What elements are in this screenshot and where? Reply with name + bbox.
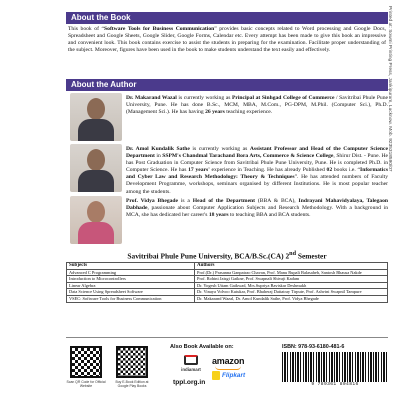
author-photo (70, 93, 122, 141)
table-row (67, 295, 388, 302)
authors-cell: Prof. Rohini Jaisgi Gaikne, Prof. Swapnali Shivaji Kadam (195, 276, 388, 283)
bio-text: is currently working as (176, 95, 232, 101)
author-book-names: Informatics and Cyber Law and Research Methodology: Theory & Techniques (126, 167, 388, 181)
author-name: Dr. Makarand Wazal (126, 95, 177, 101)
subjects-authors-table (66, 262, 388, 303)
about-book-text-before: This book of “ (68, 26, 105, 32)
table-row (67, 269, 388, 276)
table-row (67, 289, 388, 296)
bio-text: ”. He has attended numbers of Faculty Development Programme, workshops, seminars organised by different Institutions. He is most popular teacher among the students. (126, 174, 388, 195)
subjects-header: Subjects (67, 263, 195, 270)
university-line: Savitribai Phule Pune University, BCA/B.Sc.(CA) 2 (127, 251, 290, 261)
ordinal-suffix: nd (289, 251, 297, 257)
indiamart-label: indiamart (181, 367, 201, 372)
bio-text: to teaching BBA and BCA students. (228, 212, 311, 219)
author-name: Prof. Vidya Bhegade (126, 198, 179, 204)
bio-text: books i.e. “ (332, 167, 361, 174)
bio-text: in (154, 153, 163, 160)
author-photo (70, 144, 122, 192)
authors-cell: Dr. Vinaya Volvoo Kutukar, Prof. Bhaheraj Dattatray Tirpute, Prof. Ashvini Swapnil Tampure (195, 289, 388, 296)
author-role: Head of the Department (192, 198, 256, 204)
about-book-text (68, 26, 386, 54)
author-bio (126, 95, 388, 116)
ebook-qr-code[interactable] (116, 346, 148, 378)
ebook-qr-caption: Buy E-Book Edition at Google Play Books (115, 380, 149, 388)
author-college: Indrayani Mahavidyalaya, Talegaon Dabhade (126, 198, 388, 212)
printer-credit: Printed at: Sowmi Printing Press, Jankipuram, Lucknow. Mob. 9235318590/07 (387, 6, 392, 172)
table-row (67, 276, 388, 283)
author-bio (126, 198, 388, 219)
flipkart-icon (212, 371, 220, 380)
bio-text: experience in Teaching. He has already Published (209, 167, 327, 174)
authors-header: Authors (195, 263, 388, 270)
university-semester-title (66, 251, 388, 260)
amazon-logo[interactable]: amazon (212, 356, 245, 366)
also-available-label: Also Book Available on: (170, 344, 234, 350)
author-name: Dr. Amol Kundalik Sathe (126, 146, 190, 152)
about-author-heading: About the Author (66, 79, 388, 91)
subject-cell: Introduction to Microcontrollers (67, 276, 195, 283)
about-book-heading: About the Book (66, 12, 388, 24)
barcode (282, 352, 388, 382)
flipkart-logo[interactable]: Flipkart (222, 372, 246, 379)
barcode-digits: 9 789361 804816 (282, 382, 388, 387)
footer-divider (66, 337, 388, 338)
table-row (67, 282, 388, 289)
table-header-row (67, 263, 388, 270)
author-experience: 26 years (205, 109, 225, 116)
bio-text: , passionate about Computer Application Subjects and Research Methodology. With a background in MCA, she has dedicated her career's (126, 205, 388, 219)
author-role: Assistant Professor and Head of the Computer Science Department (126, 146, 388, 160)
subject-cell: VSEC: Software Tools for Business Communication (67, 295, 195, 302)
bio-text: is a (178, 198, 193, 204)
bio-text: (BBA & BCA), (255, 198, 299, 204)
author-experience: 18 years (208, 212, 229, 219)
about-book-text-after: ” provides basic concepts related to Word processing and Google Docs, Spreadsheet and Google Sheets, Google Slider, Google Forms, Calendar etc. Every attempt has been made to give this book an impressive and convenient look. This book contains exercise to assist the students in preparing for the examination. Facilitate proper understanding of the subject. Moreover, figures have been used in the book to make students understand the text easily and effectively. (68, 26, 386, 54)
subject-cell: Linear Algebra (67, 282, 195, 289)
author-bio (126, 146, 388, 196)
bio-text: , Shirur Dist. - Pune. He has Post Graduation in Computer Science from Savitribai Phule Pune University, Pune. He is completed Ph.D. in Computer Science. He has (126, 153, 388, 174)
authors-cell: Dr. Yogesh Uttam Gaikwad, Mrs.Supriya Baviskar Deshmukh (195, 282, 388, 289)
website-qr-code[interactable] (70, 346, 102, 378)
publisher-website[interactable]: tppl.org.in (173, 379, 206, 386)
authors-cell: Prof.(Dr.) Prasanna Ganpatrao Chavan, Prof. Manu Rupali Balasaheb, Santosh Bhausa Nakde (195, 269, 388, 276)
author-experience: 17 years' (188, 167, 210, 174)
bio-text: teaching experience. (224, 109, 273, 116)
website-qr-caption: Scan QR Code for Official Website (66, 380, 106, 388)
subject-cell: Data Science Using Spreadsheet Software (67, 289, 195, 296)
author-college: SSPM's Chandmal Tarachand Bora Arts, Commerce & Science College (162, 153, 334, 160)
indiamart-icon (184, 355, 198, 365)
semester-label: Semester (296, 251, 327, 261)
authors-cell: Dr. Makarand Wazal, Dr. Amol Kundalik Sathe, Prof. Vidya Bhegade (195, 295, 388, 302)
isbn-label: ISBN: 978-93-6180-481-6 (282, 344, 345, 350)
author-role: Principal at Sinhgad College of Commerce (231, 95, 335, 101)
subject-cell: Advanced C Programming (67, 269, 195, 276)
indiamart-logo[interactable] (176, 355, 206, 379)
book-title: Software Tools for Business Communication (104, 26, 215, 32)
author-books-count: 02 (326, 167, 333, 174)
bio-text: / Savitribai Phule Pune University, Pune. He has done B.Sc., MCM, MBA, M.Com., PG-DPM, M.Phil. (Computer Sci.), Ph.D.(Management Sci.). He has having (126, 95, 389, 116)
bio-text: is currently working as (189, 146, 250, 152)
author-photo (70, 196, 122, 244)
